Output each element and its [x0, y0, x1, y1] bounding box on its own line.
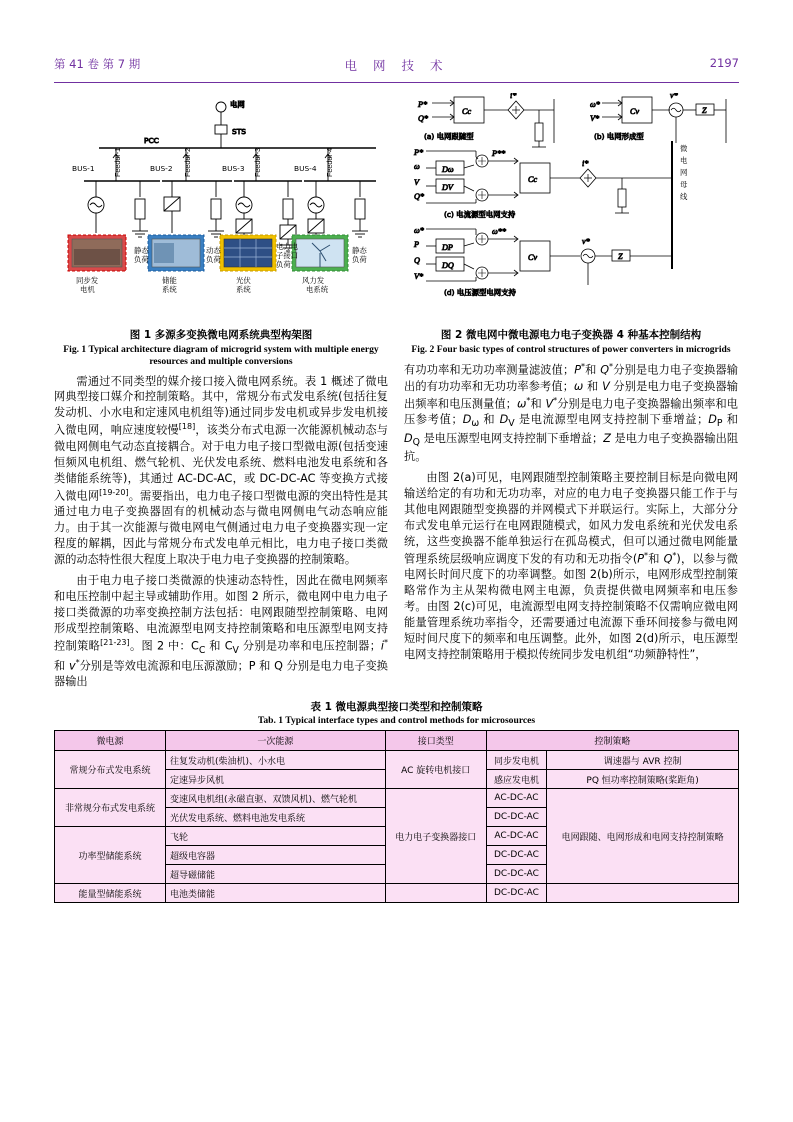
- col-interface-type: 接口类型: [385, 731, 486, 751]
- load-label-static-2: 静态: [352, 246, 367, 255]
- bus-label-4: BUS-4: [294, 164, 317, 173]
- svg-text:Q*: Q*: [418, 114, 429, 123]
- load-label-static-2b: 负荷: [352, 255, 367, 264]
- load-label-pe: 电力电: [276, 242, 299, 251]
- svg-text:STS: STS: [232, 127, 246, 136]
- svg-text:电网: 电网: [230, 100, 245, 109]
- svg-text:(a) 电网跟随型: (a) 电网跟随型: [424, 132, 474, 141]
- feeder-label-3: Feeder-3: [253, 147, 262, 177]
- svg-text:i*: i*: [510, 93, 517, 100]
- table-row: [55, 884, 739, 903]
- figure-2-caption-en: Fig. 2 Four basic types of control structures of power converters in microgrids: [411, 344, 731, 355]
- svg-text:Z: Z: [702, 106, 707, 115]
- svg-text:ω*: ω*: [590, 100, 600, 109]
- svg-text:DP: DP: [442, 243, 453, 252]
- device-label-wind-2: 电系统: [306, 285, 329, 294]
- table-title-en: Tab. 1 Typical interface types and control methods for microsources: [257, 715, 536, 727]
- svg-text:(b) 电网形成型: (b) 电网形成型: [594, 132, 644, 141]
- table-row: [55, 789, 739, 808]
- table-row: [55, 751, 739, 770]
- cell-energy: 光伏发电系统、燃料电池发电系统: [166, 808, 386, 827]
- table-title-cn: 表 1 微电源典型接口类型和控制策略: [310, 701, 483, 714]
- cell-ctrl-a: DC-DC-AC: [486, 808, 547, 827]
- device-label-storage: 储能: [162, 276, 177, 285]
- svg-text:V*: V*: [590, 114, 600, 123]
- journal-title: 电 网 技 术: [344, 58, 449, 73]
- device-label-generator: 同步发: [76, 276, 99, 285]
- svg-text:Cv: Cv: [630, 107, 640, 116]
- figure-1: [54, 93, 388, 369]
- col-microsource: 微电源: [55, 731, 166, 751]
- device-photo-generator: [68, 235, 126, 271]
- cell-interface: 电力电子变换器接口: [385, 789, 486, 884]
- col-primary-energy: 一次能源: [166, 731, 386, 751]
- svg-text:P: P: [414, 240, 420, 249]
- bus-label-cn-4: 母: [680, 180, 688, 189]
- svg-text:P*: P*: [414, 148, 424, 157]
- cell-ctrl-a: DC-DC-AC: [486, 884, 547, 903]
- cell-ctrl-b: [547, 884, 739, 903]
- svg-text:P**: P**: [492, 149, 506, 158]
- cell-energy: 飞轮: [166, 827, 386, 846]
- svg-text:Dω: Dω: [442, 165, 454, 174]
- page-header: [54, 56, 739, 83]
- figure-1-caption-cn: 图 1 多源多变换微电网系统典型构架图: [129, 329, 313, 341]
- figure-2-drawing: [404, 93, 738, 321]
- cell-energy: 超级电容器: [166, 846, 386, 865]
- cell-group: 功率型储能系统: [55, 827, 166, 884]
- load-label-pe-b: 子接口: [276, 251, 299, 260]
- device-label-wind: 风力发: [302, 276, 325, 285]
- svg-text:V: V: [414, 178, 420, 187]
- load-label-dynamic-b: 负荷: [206, 255, 221, 264]
- bus-label-cn-1: 微: [680, 144, 688, 153]
- figure-1-caption-en: Fig. 1 Typical architecture diagram of microgrid system with multiple energy resources and multiple conversions: [63, 344, 379, 368]
- interface-types-table: [54, 730, 739, 903]
- device-photo-pv: [220, 235, 276, 271]
- svg-text:Q: Q: [414, 256, 420, 265]
- svg-text:v*: v*: [582, 237, 590, 246]
- device-photo-storage: [148, 235, 204, 271]
- device-label-pv: 光伏: [236, 276, 251, 285]
- cell-ctrl-a: AC-DC-AC: [486, 827, 547, 846]
- cell-interface: [385, 884, 486, 903]
- figure-1-drawing: [54, 93, 388, 321]
- cell-ctrl-a: 感应发电机: [486, 770, 547, 789]
- load-label-pe-c: 负荷: [276, 260, 291, 269]
- svg-text:V*: V*: [414, 272, 424, 281]
- cell-energy: 超导磁储能: [166, 865, 386, 884]
- left-paragraph-1: 需通过不同类型的媒介接口接入微电网系统。表 1 概述了微电网典型接口媒介和控制策略。其中，常规分布式发电系统(包括往复发动机、小水电和定速风电机组等)通过同步发电机或异步发电机接入微电网，响应速度较慢[18]，该类分布式电源一次能源机械动态与微电网侧电气动态直接耦合。对于电力电子接口型微电源(包括变速恒频风电机组、燃气轮机、光伏发电系统、燃料电池发电系统和各类储能系统等)，其通过 AC-DC-AC，或 DC-DC-AC 等变换方式接入微电网[19-20]。需要指出，电力电子接口型微电源的突出特性是其通过电力电子变换器固有的机械动态与微电网侧电气动态响应能力。由于其一次能源与微电网电气侧通过电力电子变换器实现一定程度的解耦，因此与常规分布式发电单元相比，电力电子接口类微源的动态特性很大程度上取决于电力电子变换器的控制策略。: [54, 374, 388, 566]
- cell-group: 常规分布式发电系统: [55, 751, 166, 789]
- table-1: [54, 699, 739, 903]
- device-label-storage-2: 系统: [162, 285, 177, 294]
- cell-ctrl-b: 电网跟随、电网形成和电网支持控制策略: [547, 789, 739, 884]
- cell-ctrl-a: DC-DC-AC: [486, 846, 547, 865]
- device-photo-wind: [292, 235, 348, 271]
- svg-text:Q*: Q*: [414, 192, 425, 201]
- device-label-pv-2: 系统: [236, 285, 251, 294]
- feeder-label-2: Feeder-2: [183, 147, 192, 177]
- cell-energy: 电池类储能: [166, 884, 386, 903]
- svg-text:DQ: DQ: [442, 261, 454, 270]
- load-label-dynamic: 动态: [206, 246, 221, 255]
- load-label-static-1b: 负荷: [134, 255, 149, 264]
- right-paragraph-1: 有功功率和无功功率测量滤波值；P*和 Q*分别是电力电子变换器输出的有功功率和无功功率参考值；ω 和 V 分别是电力电子变换器输出频率和电压测量值；ω*和 V*分别是电力电子变换器输出频率和电压参考值；$D_\omega$ 和 $D_V$ 是电流源型电网支持控制下垂增益；$D_P$ 和 $D_Q$ 是电压源型电网支持控制下垂增益；Z 是电力电子变换器输出阻抗。: [404, 362, 739, 464]
- svg-text:PCC: PCC: [144, 136, 159, 145]
- cell-ctrl-a: AC-DC-AC: [486, 789, 547, 808]
- two-column-body: [54, 93, 739, 690]
- bus-label-cn-2: 电: [680, 156, 688, 165]
- svg-text:P*: P*: [418, 100, 428, 109]
- cell-group: 能量型储能系统: [55, 884, 166, 903]
- cell-ctrl-a: DC-DC-AC: [486, 865, 547, 884]
- col-control-strategy: 控制策略: [486, 731, 738, 751]
- feeder-label-1: Feeder-1: [113, 147, 122, 177]
- cell-energy: 变速风电机组(永磁直驱、双馈风机)、燃气轮机: [166, 789, 386, 808]
- svg-text:Z: Z: [618, 252, 623, 261]
- cell-ctrl-b: PQ 恒功率控制策略(桨距角): [547, 770, 739, 789]
- left-column: [54, 93, 388, 690]
- svg-text:Cc: Cc: [462, 107, 472, 116]
- cell-energy: 定速异步风机: [166, 770, 386, 789]
- figure-2-caption-cn: 图 2 微电网中微电源电力电子变换器 4 种基本控制结构: [440, 329, 702, 341]
- bus-label-1: BUS-1: [72, 164, 95, 173]
- page-number: 2197: [709, 56, 739, 70]
- cell-interface: AC 旋转电机接口: [385, 751, 486, 789]
- bus-label-3: BUS-3: [222, 164, 245, 173]
- cell-energy: 往复发动机(柴油机)、小水电: [166, 751, 386, 770]
- feeder-label-4: Feeder-4: [325, 147, 334, 177]
- journal-volume: 第 41 卷 第 7 期: [54, 57, 141, 71]
- svg-text:v*: v*: [670, 93, 678, 100]
- device-label-generator-2: 电机: [80, 285, 95, 294]
- cell-ctrl-a: 同步发电机: [486, 751, 547, 770]
- bus-label-2: BUS-2: [150, 164, 173, 173]
- bus-label-cn-5: 线: [680, 192, 688, 201]
- figure-2: [404, 93, 738, 356]
- load-label-static-1: 静态: [134, 246, 149, 255]
- svg-text:ω*: ω*: [414, 226, 424, 235]
- bus-label-cn-3: 网: [680, 168, 688, 177]
- right-paragraph-2: 由图 2(a)可见，电网跟随型控制策略主要控制目标是向微电网输送给定的有功和无功功率，对应的电力电子变换器只能工作于与其他电网跟随型变换器的并网模式下并联运行。实际上，大部分分布式发电单元运行在电网跟随模式，如风力发电系统和光伏发电系统，这些变换器不能单独运行在孤岛模式，但可以通过微电网能量管理系统层级响应调度下发的有功和无功指令(P*和 Q*)，以参与微电网长时间尺度下的功率调整。如图 2(b)所示，电网形成型控制策略常作为主从架构微电网主电源，负责提供微电网频率和电压参考。由图 2(c)可见，电流源型电网支持控制策略不仅需响应微电网能量管理系统功率指令，还需要通过电流源下垂环间接参与微电网短时间尺度下的频率和电压调整。此外，如图 2(d)所示，电压源型电网支持控制策略用于模拟传统同步发电机组“功频静特性”，: [404, 471, 738, 661]
- svg-text:(d) 电压源型电网支持: (d) 电压源型电网支持: [444, 288, 516, 297]
- table-header-row: [55, 731, 739, 751]
- svg-text:Cv: Cv: [528, 253, 538, 262]
- cell-ctrl-b: 调速器与 AVR 控制: [547, 751, 739, 770]
- cell-group: 非常规分布式发电系统: [55, 789, 166, 827]
- svg-text:Cc: Cc: [528, 175, 538, 184]
- svg-text:ω**: ω**: [492, 227, 506, 236]
- svg-text:i*: i*: [582, 159, 589, 168]
- left-paragraph-2: 由于电力电子接口类微源的快速动态特性，因此在微电网频率和电压控制中起主导或辅助作用。如图 2 所示，微电网中电力电子接口类微源的功率变换控制方法包括：电网跟随型控制策略、电网形成型控制策略、电流源型电网支持控制策略和电压源型电网支持控制策略[21-23]。图 2 中：$C_C$ 和 $C_V$ 分别是功率和电压控制器；i*和 v*分别是等效电流源和电压源激励；P 和 Q 分别是电力电子变换器输出: [54, 573, 388, 689]
- svg-text:ω: ω: [414, 162, 420, 171]
- svg-text:DV: DV: [442, 183, 453, 192]
- svg-text:(c) 电流源型电网支持: (c) 电流源型电网支持: [444, 210, 516, 219]
- right-column: [404, 93, 738, 690]
